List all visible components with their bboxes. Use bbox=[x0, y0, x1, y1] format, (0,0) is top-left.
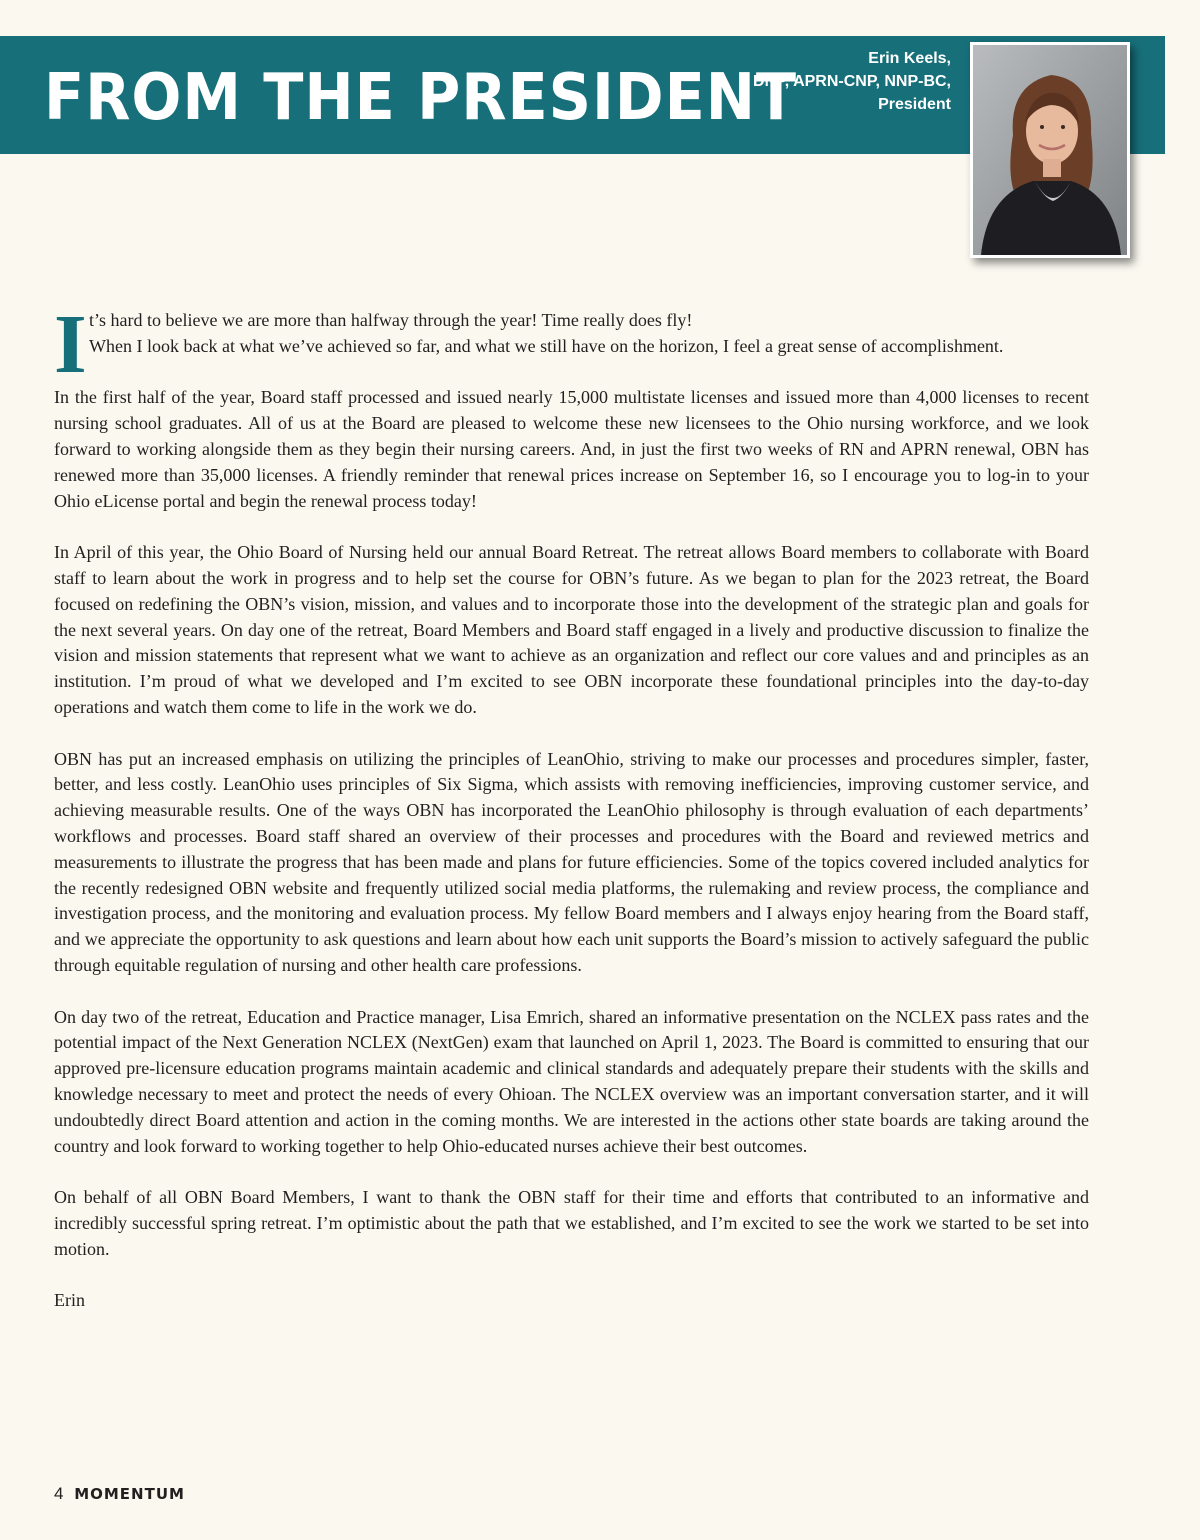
article-paragraph: On behalf of all OBN Board Members, I want to thank the OBN staff for their time and efforts that contributed to an informative and incredibly successful spring retreat. I’m optimistic about the path that we established, and I’m excited to see the work we started to be set into motion. bbox=[54, 1187, 1089, 1259]
author-byline bbox=[691, 47, 951, 116]
article-paragraph: In April of this year, the Ohio Board of Nursing held our annual Board Retreat. The retreat allows Board members to collaborate with Board staff to learn about the work in progress and to help set the course for OBN’s future. As we began to plan for the 2023 retreat, the Board focused on redefining the OBN’s vision, mission, and values and to incorporate those into the development of the strategic plan and goals for the next several years. On day one of the retreat, Board Members and Board staff engaged in a lively and productive discussion to finalize the vision and mission statements that represent what we want to achieve as an organization and reflect our core values and and principles as an institution. I’m proud of what we developed and I’m excited to see OBN incorporate these foundational principles into the day-to-day operations and watch them come to life in the work we do. bbox=[54, 542, 1089, 717]
page-number: 4 bbox=[54, 1484, 64, 1503]
magazine-name: MOMENTUM bbox=[74, 1485, 185, 1503]
article-paragraph: On day two of the retreat, Education and Practice manager, Lisa Emrich, shared an informative presentation on the NCLEX pass rates and the potential impact of the Next Generation NCLEX (NextGen) exam that launched on April 1, 2023. The Board is committed to ensuring that our approved pre-licensure education programs maintain academic and clinical standards and adequately prepare their students with the skills and knowledge necessary to meet and protect the needs of every Ohioan. The NCLEX overview was an important conversation starter, and it will undoubtedly direct Board attention and action in the coming months. We are interested in the actions other state boards are taking around the country and look forward to working together to help Ohio-educated nurses achieve their best outcomes. bbox=[54, 1006, 1089, 1156]
drop-cap: I bbox=[54, 298, 87, 391]
article-paragraph: In the first half of the year, Board staff processed and issued nearly 15,000 multistate licenses and issued more than 4,000 licenses to recent nursing school graduates. All of us at the Board are pleased to welcome these new licensees to the Ohio nursing workforce, and we look forward to working alongside them as they begin their nursing careers. And, in just the first two weeks of RN and APRN renewal, OBN has renewed more than 35,000 licenses. A friendly reminder that renewal prices increase on September 16, so I encourage you to log-in to your Ohio eLicense portal and begin the renewal process today! bbox=[54, 387, 1089, 511]
intro-first-line: t’s hard to believe we are more than halfway through the year! Time really does fly! bbox=[89, 310, 693, 330]
author-role: President bbox=[878, 96, 951, 113]
intro-rest: When I look back at what we’ve achieved so far, and what we still have on the horizon, I feel a great sense of accomplishment. bbox=[89, 335, 1004, 356]
article-body bbox=[54, 298, 1089, 1340]
author-name: Erin Keels, bbox=[868, 50, 951, 67]
author-credentials: DNP, APRN-CNP, NNP-BC, bbox=[753, 73, 951, 90]
article-paragraph: OBN has put an increased emphasis on utilizing the principles of LeanOhio, striving to make our processes and procedures simpler, faster, better, and less costly. LeanOhio uses principles of Six Sigma, which assists with removing inefficiencies, improving customer service, and achieving measurable results. One of the ways OBN has incorporated the LeanOhio philosophy is through evaluation of each departments’ workflows and processes. Board staff shared an overview of their processes and procedures with the Board and reviewed metrics and measurements to illustrate the progress that has been made and plans for future efficiencies. Some of the topics covered included analytics for the recently redesigned OBN website and frequently utilized social media platforms, the rulemaking and review process, the compliance and investigation process, and the monitoring and evaluation process. My fellow Board members and I always enjoy hearing from the Board staff, and we appreciate the opportunity to ask questions and learn about how each unit supports the Board’s mission to actively safeguard the public through equitable regulation of nursing and other health care professions. bbox=[54, 748, 1089, 975]
portrait-photo-icon bbox=[973, 45, 1127, 255]
author-portrait bbox=[970, 42, 1130, 258]
page-title: FROM THE PRESIDENT bbox=[44, 61, 797, 135]
page-footer bbox=[54, 1484, 185, 1504]
intro-paragraph bbox=[54, 298, 1089, 391]
signoff: Erin bbox=[54, 1290, 85, 1311]
